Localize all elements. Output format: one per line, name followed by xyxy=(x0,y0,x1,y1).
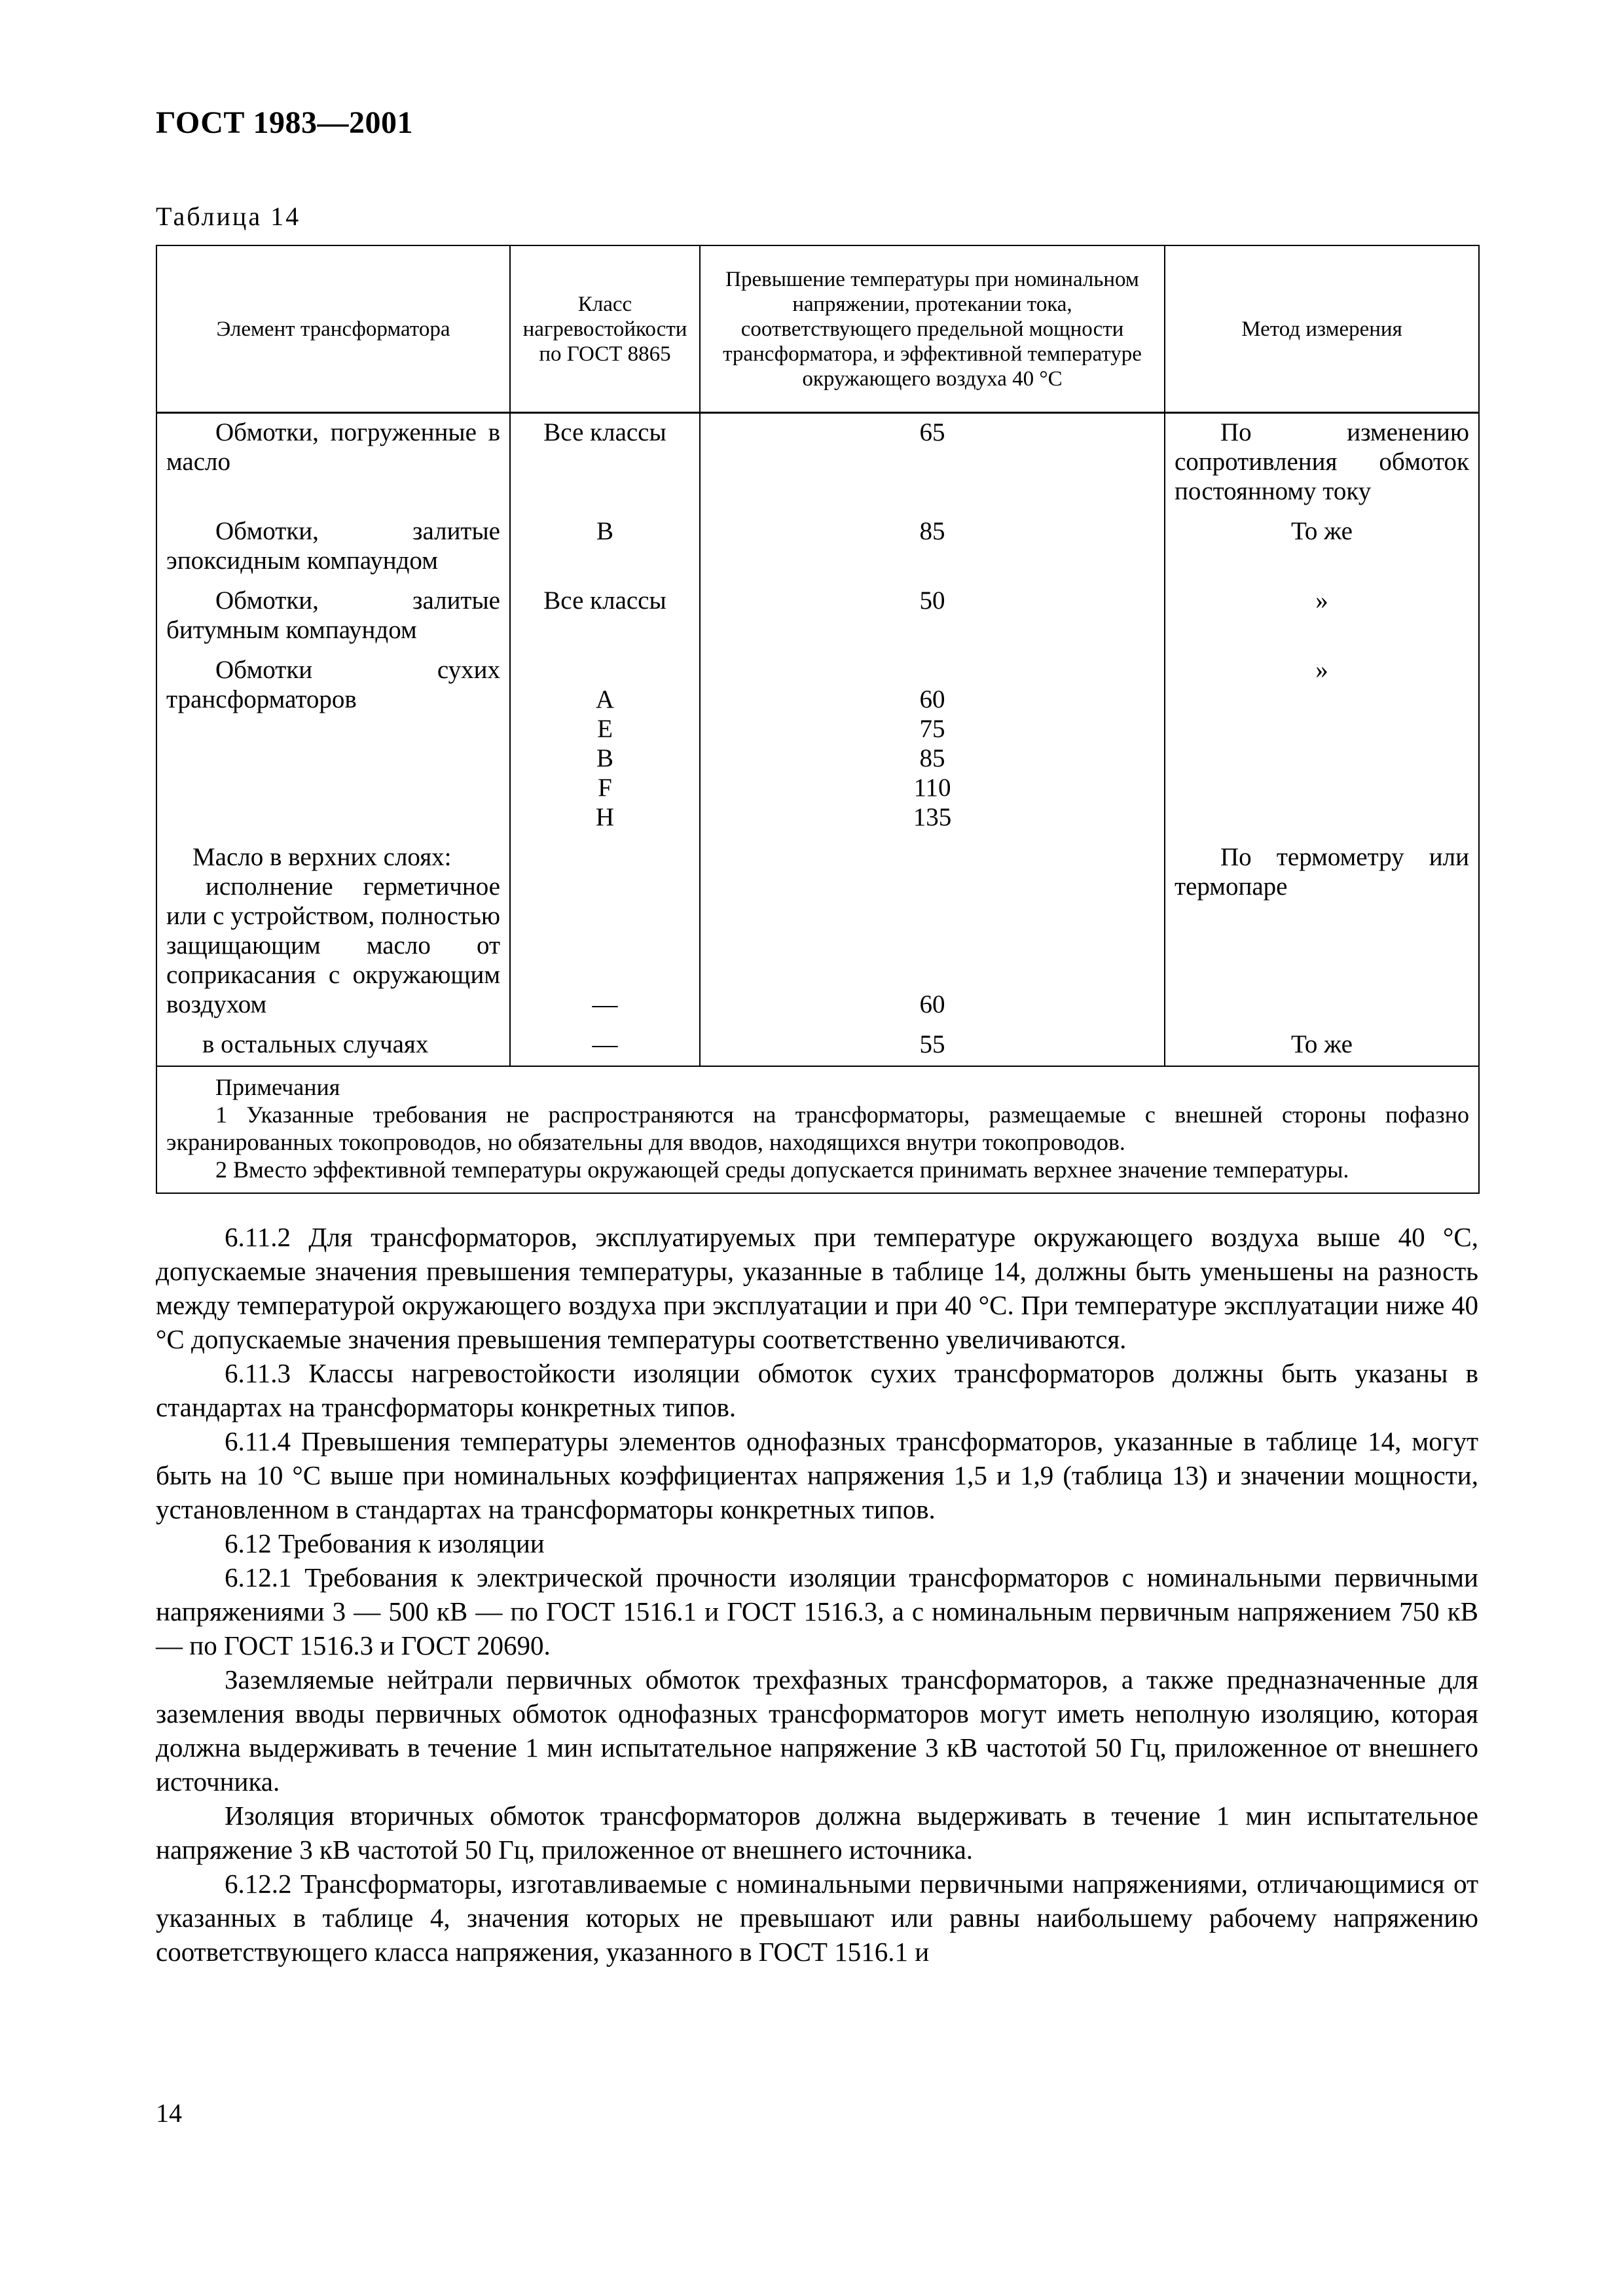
paragraph: 6.12.2 Трансформаторы, изготавливаемые с номинальными первичными напряжениями, отличающимися от указанных в таблице 4, значения которых не превышают или равны наибольшему рабочему напряжению соответствующего класса напряжения, указанного в ГОСТ 1516.1 и xyxy=(156,1869,1478,1967)
page-number: 14 xyxy=(156,2098,182,2128)
value-cell: 60 xyxy=(700,838,1165,1026)
body-text xyxy=(156,1220,1478,1969)
value-number: 85 xyxy=(919,744,945,772)
element-text: в остальных случаях xyxy=(202,1030,429,1058)
element-cell xyxy=(156,512,510,582)
table-row xyxy=(156,838,1479,1026)
element-cell xyxy=(156,651,510,838)
document-page xyxy=(156,105,1478,1969)
method-text: По изменению сопротивления обмоток постоянному току xyxy=(1175,418,1469,505)
element-cell xyxy=(156,1026,510,1066)
value-cell: 85 xyxy=(700,512,1165,582)
element-cell xyxy=(156,838,510,1026)
method-cell: То же xyxy=(1165,1026,1479,1066)
table-row xyxy=(156,1026,1479,1066)
value-number: 75 xyxy=(919,715,945,743)
class-cell: — xyxy=(510,838,700,1026)
method-cell xyxy=(1165,413,1479,513)
table-caption: Таблица 14 xyxy=(156,202,301,231)
value-cell: 65 xyxy=(700,413,1165,513)
value-cell: 55 xyxy=(700,1026,1165,1066)
element-subtext: исполнение герметичное или с устройством, полностью защищающим масло от соприкасания с окружающим воздухом xyxy=(166,872,500,1018)
paragraph: 6.11.4 Превышения температуры элементов однофазных трансформаторов, указанные в таблице 14, могут быть на 10 °С выше при номинальных коэффициентах напряжения 1,5 и 1,9 (таблица 13) и значении мощности, установленном в стандартах на трансформаторы конкретных типов. xyxy=(156,1426,1478,1524)
column-header-method: Метод измерения xyxy=(1165,245,1479,413)
class-cell xyxy=(510,651,700,838)
class-cell: Все классы xyxy=(510,582,700,651)
method-cell: » xyxy=(1165,651,1479,838)
value-number: 135 xyxy=(913,803,952,831)
document-header: ГОСТ 1983—2001 xyxy=(156,105,413,140)
element-text: Обмотки сухих трансформаторов xyxy=(166,656,500,713)
notes-title: Примечания xyxy=(215,1074,340,1100)
class-value: F xyxy=(598,774,612,802)
element-text: Обмотки, погруженные в масло xyxy=(166,418,500,476)
class-value: B xyxy=(596,744,613,772)
method-cell: » xyxy=(1165,582,1479,651)
table-header-row xyxy=(156,245,1479,413)
value-cell: 50 xyxy=(700,582,1165,651)
class-cell: В xyxy=(510,512,700,582)
method-cell xyxy=(1165,838,1479,1026)
paragraph: 6.11.2 Для трансформаторов, эксплуатируемых при температуре окружающего воздуха выше 40 °С, допускаемые значения превышения температуры, указанные в таблице 14, должны быть уменьшены на разность между температурой окружающего воздуха при эксплуатации и при 40 °С. При температуре эксплуатации ниже 40 °С допускаемые значения превышения температуры соответственно увеличиваются. xyxy=(156,1222,1478,1354)
note-1: 1 Указанные требования не распространяются на трансформаторы, размещаемые с внешней стороны пофазно экранированных токопроводов, но обязательны для вводов, находящихся внутри токопроводов. xyxy=(166,1102,1469,1155)
table-row xyxy=(156,651,1479,838)
class-cell: — xyxy=(510,1026,700,1066)
note-2: 2 Вместо эффективной температуры окружающей среды допускается принимать верхнее значение температуры. xyxy=(215,1157,1349,1183)
temperature-table xyxy=(156,245,1480,1194)
paragraph: Заземляемые нейтрали первичных обмоток трехфазных трансформаторов, а также предназначенные для заземления вводы первичных обмоток однофазных трансформаторов могут иметь неполную изоляцию, которая должна выдерживать в течение 1 мин испытательное напряжение 3 кВ частотой 50 Гц, приложенное от внешнего источника. xyxy=(156,1664,1478,1797)
method-cell: То же xyxy=(1165,512,1479,582)
table-notes xyxy=(156,1066,1479,1193)
table-row xyxy=(156,413,1479,513)
class-value: E xyxy=(597,715,613,743)
table-row xyxy=(156,512,1479,582)
column-header-element: Элемент трансформатора xyxy=(156,245,510,413)
column-header-excess: Превышение температуры при номинальном напряжении, протекании тока, соответствующего предельной мощности трансформатора, и эффективной температуре окружающего воздуха 40 °С xyxy=(700,245,1165,413)
element-cell xyxy=(156,413,510,513)
value-cell xyxy=(700,651,1165,838)
paragraph: 6.11.3 Классы нагревостойкости изоляции обмоток сухих трансформаторов должны быть указаны в стандартах на трансформаторы конкретных типов. xyxy=(156,1358,1478,1422)
class-cell: Все классы xyxy=(510,413,700,513)
method-text: По термометру или термопаре xyxy=(1175,843,1469,901)
column-header-class: Класс нагревостойкости по ГОСТ 8865 xyxy=(510,245,700,413)
element-text: Обмотки, залитые эпоксидным компаундом xyxy=(166,517,500,575)
element-cell xyxy=(156,582,510,651)
section-heading: 6.12 Требования к изоляции xyxy=(225,1528,545,1558)
class-value: H xyxy=(595,803,615,831)
element-text: Масло в верхних слоях: xyxy=(192,843,452,871)
value-number: 110 xyxy=(913,774,951,802)
paragraph: Изоляция вторичных обмоток трансформаторов должна выдерживать в течение 1 мин испытательное напряжение 3 кВ частотой 50 Гц, приложенное от внешнего источника. xyxy=(156,1801,1478,1865)
class-value: A xyxy=(595,685,615,713)
element-text: Обмотки, залитые битумным компаундом xyxy=(166,586,500,644)
value-number: 60 xyxy=(919,685,945,713)
table-row xyxy=(156,582,1479,651)
table-notes-row xyxy=(156,1066,1479,1193)
paragraph: 6.12.1 Требования к электрической прочности изоляции трансформаторов с номинальными первичными напряжениями 3 — 500 кВ — по ГОСТ 1516.1 и ГОСТ 1516.3, а с номинальным первичным напряжением 750 кВ — по ГОСТ 1516.3 и ГОСТ 20690. xyxy=(156,1562,1478,1660)
